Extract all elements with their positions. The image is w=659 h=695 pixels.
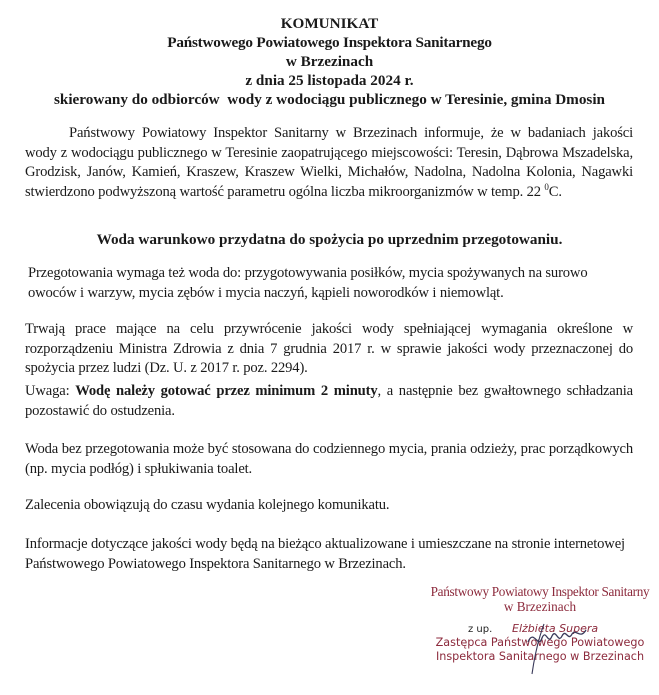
- intro-text: Państwowy Powiatowy Inspektor Sanitarny w Brzezinach informuje, że w badaniach jakości wody z wodociągu publicznego w Teresinie zaopatrującego miejscowości: Teresin, Dąbrowa Mszadelska, Grodzisk, Janów, Kamień, Kraszew, Kraszew Wielki, Michałów, Nadolna, Nadolna Kolonia, Nagawki stwierdzono podwyższoną wartość parametru ogólna liczba mikroorganizmów w temp. 22: [25, 125, 633, 200]
- works-paragraph: Trwają prace mające na celu przywrócenie jakości wody spełniającej wymagania określone w rozporządzeniu Ministra Zdrowia z dnia 7 grudnia 2017 r. w sprawie jakości wody przeznaczonej do spożycia przez ludzi (Dz. U. z 2017 r. poz. 2294).: [25, 321, 633, 376]
- issuer-name: Państwowego Powiatowego Inspektora Sanitarnego: [167, 34, 492, 51]
- water-status-heading: Woda warunkowo przydatna do spożycia po uprzednim przegotowaniu.: [96, 231, 563, 248]
- signatory-name: Elżbieta Supera: [512, 622, 599, 635]
- intro-end: C.: [548, 183, 562, 200]
- handwritten-signature-icon: [524, 620, 594, 676]
- warning-suffix: , a następnie bez gwałtownego schładzania pozostawić do ostudzenia.: [25, 383, 633, 419]
- warning-bold: Wodę należy gotować przez minimum 2 minuty: [75, 383, 378, 399]
- degree-superscript: 0: [544, 181, 549, 192]
- stamp-line-2: w Brzezinach: [503, 599, 577, 614]
- without-boiling-paragraph: Woda bez przegotowania może być stosowana do codziennego mycia, prania odzieży, prac porządkowych (np. mycia podłóg) i spłukiwania toalet.: [25, 441, 633, 477]
- warning-paragraph: [25, 382, 633, 421]
- issuer-location: w Brzezinach: [285, 53, 374, 70]
- document-title: KOMUNIKAT: [280, 15, 379, 32]
- addressee-line: skierowany do odbiorców wody z wodociągu publicznego w Teresinie, gmina Dmosin: [53, 91, 606, 108]
- info-paragraph: Informacje dotyczące jakości wody będą na bieżąco aktualizowane i umieszczane na stronie internetowej Państwowego Powiatowego Inspektora Sanitarnego w Brzezinach.: [25, 536, 625, 572]
- role-text: Zastępca Państwowego Powiatowego: [435, 636, 645, 649]
- boiling-required-paragraph: Przegotowania wymaga też woda do: przygotowywania posiłków, mycia spożywanych na surowo owoców i warzyw, mycia zębów i mycia naczyń, kąpieli noworodków i niemowląt.: [28, 265, 588, 301]
- stamp-line-1: Państwowy Powiatowy Inspektor Sanitarny: [430, 584, 650, 599]
- warning-prefix: Uwaga:: [25, 383, 76, 399]
- per-procura-label: z up.: [468, 624, 493, 635]
- validity-paragraph: Zalecenia obowiązują do czasu wydania kolejnego komunikatu.: [25, 497, 390, 513]
- stamp-role-line-2: Inspektora Sanitarnego w Brzezinach: [435, 650, 645, 663]
- document-date: z dnia 25 listopada 2024 r.: [245, 72, 414, 89]
- indent: [25, 125, 69, 141]
- intro-paragraph: [25, 124, 633, 202]
- document-header: [0, 14, 659, 109]
